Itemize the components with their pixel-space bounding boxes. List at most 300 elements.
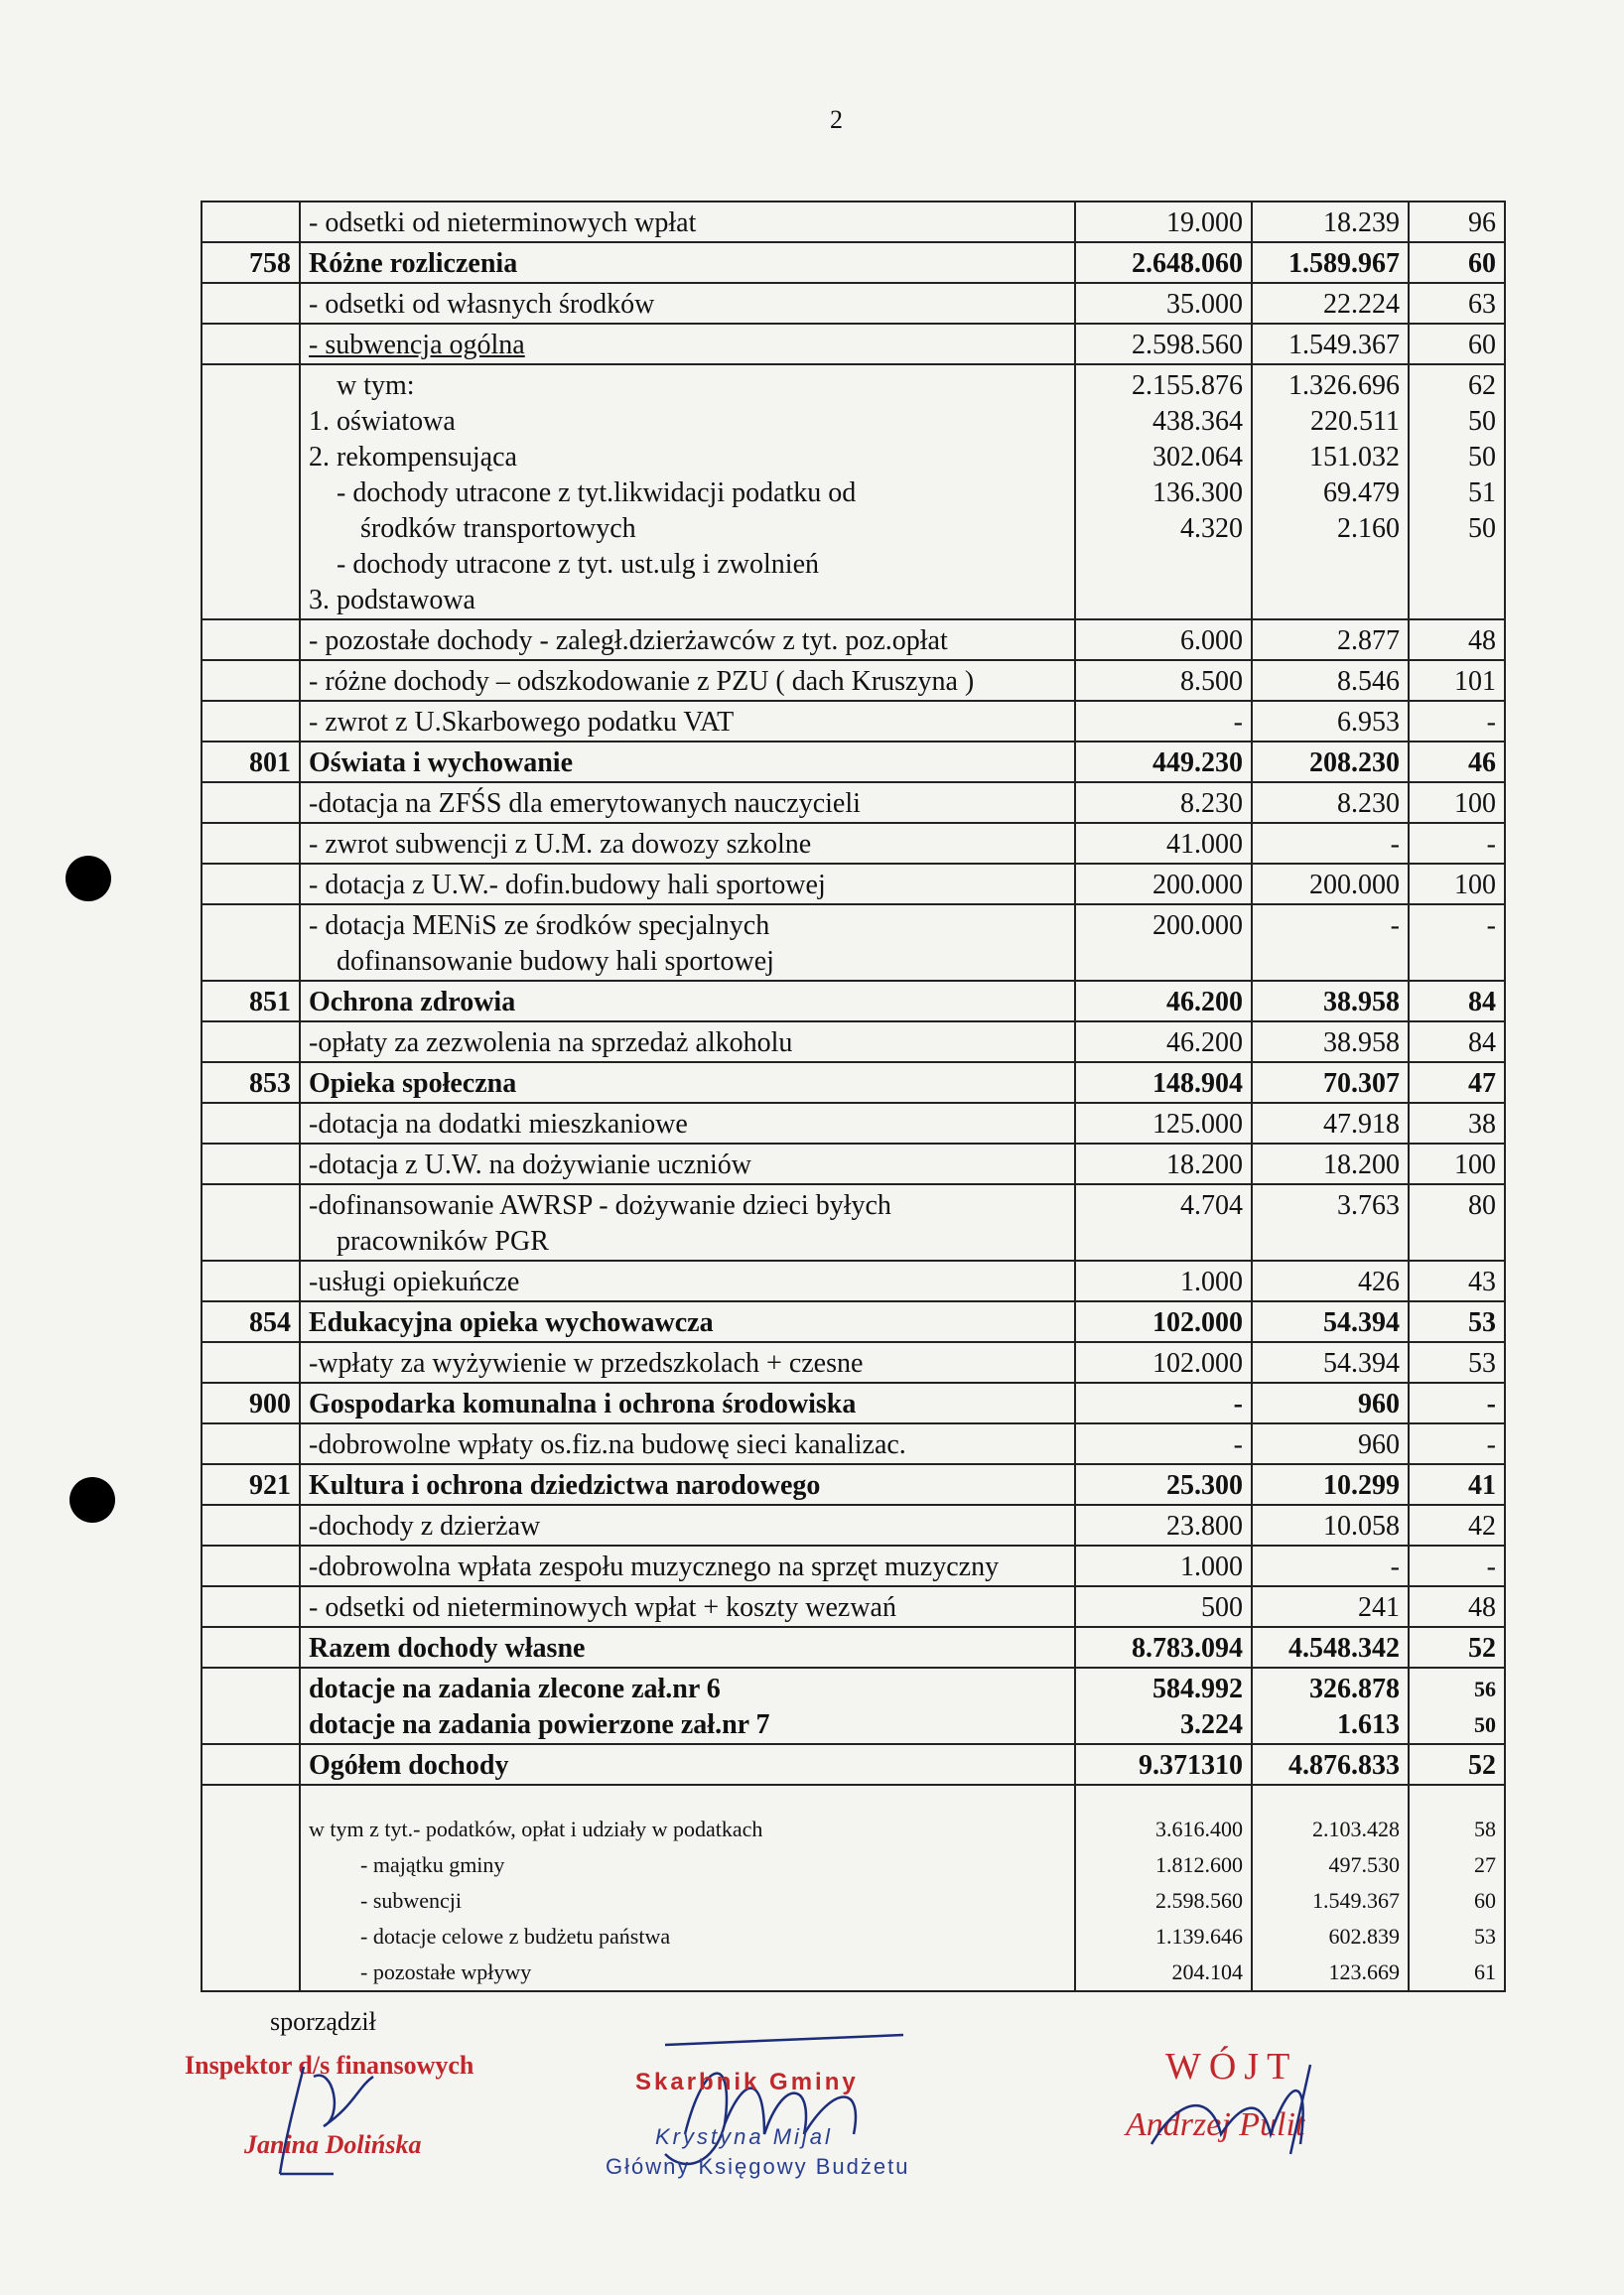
- execution-value: 38.958: [1323, 987, 1400, 1017]
- percent-value-cell: [1409, 1505, 1505, 1546]
- table-row: [202, 1261, 1505, 1301]
- description: -dotacja na ZFŚS dla emerytowanych nauczycieli: [309, 788, 861, 819]
- description: Kultura i ochrona dziedzictwa narodowego: [309, 1470, 821, 1501]
- plan-value-cell: [1075, 1144, 1252, 1184]
- plan-value: 302.064: [1152, 442, 1243, 472]
- description-cell: [300, 1342, 1075, 1383]
- section-code-cell: [202, 1383, 300, 1423]
- stamp-treasurer-title: Skarbnik Gminy: [635, 2069, 859, 2095]
- description: -dochody z dzierżaw: [309, 1511, 541, 1542]
- plan-value: 8.783.094: [1132, 1633, 1243, 1664]
- description: -dotacja na dodatki mieszkaniowe: [309, 1109, 688, 1140]
- description-line: dotacje na zadania powierzone zał.nr 7: [309, 1709, 770, 1740]
- execution-value: 326.878: [1309, 1674, 1400, 1704]
- percent-value: 100: [1454, 788, 1496, 819]
- percent-value: 51: [1468, 477, 1496, 508]
- description: -dobrowolna wpłata zespołu muzycznego na sprzęt muzyczny: [309, 1552, 1000, 1582]
- execution-value-cell: [1252, 242, 1409, 283]
- plan-value-cell: [1075, 981, 1252, 1021]
- plan-value: 6.000: [1180, 625, 1243, 656]
- plan-value: 9.371310: [1139, 1750, 1243, 1781]
- execution-value: 1.549.367: [1288, 330, 1400, 360]
- section-code-cell: [202, 1627, 300, 1668]
- description-line: w tym:: [337, 370, 415, 401]
- table-row: [202, 660, 1505, 701]
- total-row-own: [202, 1627, 1505, 1668]
- section-code-cell: [202, 619, 300, 660]
- plan-value: 4.320: [1180, 513, 1243, 544]
- plan-value: 148.904: [1152, 1068, 1243, 1099]
- description-cell: [300, 864, 1075, 904]
- plan-value-cell: [1075, 1062, 1252, 1103]
- percent-value-cell: [1409, 1103, 1505, 1144]
- execution-value: 151.032: [1309, 442, 1400, 472]
- percent-value-cell: [1409, 619, 1505, 660]
- execution-value: 960: [1358, 1429, 1400, 1460]
- section-row: [202, 981, 1505, 1021]
- signature-left: [185, 2007, 522, 2176]
- description-line: - dochody utracone z tyt. ust.ulg i zwolnień: [337, 549, 819, 580]
- description-cell: [300, 1301, 1075, 1342]
- section-code: 801: [249, 747, 291, 778]
- percent-value: 43: [1468, 1267, 1496, 1297]
- description: -usługi opiekuńcze: [309, 1267, 520, 1297]
- plan-value: 4.704: [1180, 1190, 1243, 1221]
- section-code-cell: [202, 1464, 300, 1505]
- execution-value: 10.299: [1323, 1470, 1400, 1501]
- section-row: [202, 242, 1505, 283]
- description-line: pracowników PGR: [337, 1226, 549, 1257]
- section-row: [202, 1464, 1505, 1505]
- percent-value-cell: [1409, 1261, 1505, 1301]
- stamp-treasurer-role: Główny Księgowy Budżetu: [606, 2154, 910, 2179]
- plan-value: 25.300: [1166, 1470, 1243, 1501]
- percent-value: -: [1486, 1552, 1496, 1582]
- section-row: [202, 1383, 1505, 1423]
- execution-value-cell: [1252, 782, 1409, 823]
- description: -wpłaty za wyżywienie w przedszkolach + czesne: [309, 1348, 864, 1379]
- percent-value-cell: [1409, 364, 1505, 619]
- percent-value-cell: [1409, 1785, 1505, 1991]
- section-row: [202, 1062, 1505, 1103]
- percent-value: 96: [1468, 207, 1496, 238]
- description: Ochrona zdrowia: [309, 987, 516, 1017]
- plan-value: 1.000: [1180, 1552, 1243, 1582]
- percent-value-cell: [1409, 782, 1505, 823]
- total-row-grand: [202, 1744, 1505, 1785]
- table-row: [202, 1342, 1505, 1383]
- description-cell: [300, 701, 1075, 742]
- execution-value: 497.530: [1328, 1852, 1400, 1877]
- description: Różne rozliczenia: [309, 248, 518, 279]
- execution-value: 220.511: [1310, 406, 1400, 437]
- execution-value: 2.103.428: [1312, 1817, 1400, 1841]
- description-cell: [300, 981, 1075, 1021]
- plan-value-cell: [1075, 1342, 1252, 1383]
- percent-value: -: [1486, 707, 1496, 738]
- section-code: 900: [249, 1389, 291, 1419]
- percent-value: 46: [1468, 747, 1496, 778]
- plan-value-cell: [1075, 1103, 1252, 1144]
- plan-value-cell: [1075, 1785, 1252, 1991]
- table-row: [202, 364, 1505, 619]
- section-code-cell: [202, 864, 300, 904]
- execution-value-cell: [1252, 1744, 1409, 1785]
- percent-value: 50: [1474, 1712, 1496, 1737]
- execution-value: 2.877: [1337, 625, 1400, 656]
- plan-value: 2.648.060: [1132, 248, 1243, 279]
- plan-value: -: [1233, 1429, 1243, 1460]
- section-code-cell: [202, 202, 300, 242]
- plan-value: 46.200: [1166, 1027, 1243, 1058]
- description-cell: [300, 660, 1075, 701]
- percent-value-cell: [1409, 283, 1505, 324]
- execution-value-cell: [1252, 619, 1409, 660]
- plan-value: 41.000: [1166, 829, 1243, 860]
- execution-value-cell: [1252, 701, 1409, 742]
- table-row: [202, 864, 1505, 904]
- description-cell: [300, 1144, 1075, 1184]
- signature-middle: [606, 2015, 933, 2194]
- percent-value-cell: [1409, 1021, 1505, 1062]
- description: - dotacja z U.W.- dofin.budowy hali sportowej: [309, 870, 826, 900]
- execution-value-cell: [1252, 1383, 1409, 1423]
- description: Edukacyjna opieka wychowawcza: [309, 1307, 714, 1338]
- section-code-cell: [202, 1261, 300, 1301]
- percent-value: 50: [1468, 406, 1496, 437]
- execution-value-cell: [1252, 324, 1409, 364]
- description-cell: [300, 242, 1075, 283]
- description-line: dotacje na zadania zlecone zał.nr 6: [309, 1674, 721, 1704]
- percent-value: 84: [1468, 987, 1496, 1017]
- execution-value: 123.669: [1328, 1959, 1400, 1984]
- stamp-mayor-title: WÓJT: [1165, 2046, 1298, 2088]
- execution-value: 3.763: [1337, 1190, 1400, 1221]
- section-code-cell: [202, 1423, 300, 1464]
- section-code: 758: [249, 248, 291, 279]
- section-code-cell: [202, 660, 300, 701]
- plan-value: 449.230: [1152, 747, 1243, 778]
- execution-value: 6.953: [1337, 707, 1400, 738]
- table-row: [202, 202, 1505, 242]
- table-row: [202, 904, 1505, 981]
- percent-value-cell: [1409, 324, 1505, 364]
- description-cell: [300, 1505, 1075, 1546]
- execution-value-cell: [1252, 1062, 1409, 1103]
- section-code-cell: [202, 1505, 300, 1546]
- execution-value-cell: [1252, 1261, 1409, 1301]
- percent-value: 52: [1468, 1633, 1496, 1664]
- plan-value: 2.155.876: [1132, 370, 1243, 401]
- execution-value: 1.589.967: [1288, 248, 1400, 279]
- section-code-cell: [202, 742, 300, 782]
- section-code-cell: [202, 782, 300, 823]
- description: - różne dochody – odszkodowanie z PZU ( dach Kruszyna ): [309, 666, 975, 697]
- description: -dotacja z U.W. na dożywianie uczniów: [309, 1149, 752, 1180]
- plan-value-cell: [1075, 904, 1252, 981]
- section-code-cell: [202, 823, 300, 864]
- percent-value: -: [1486, 829, 1496, 860]
- handwritten-signature-left: [185, 2007, 522, 2176]
- percent-value-cell: [1409, 1383, 1505, 1423]
- section-code-cell: [202, 1546, 300, 1586]
- percent-value: 50: [1468, 513, 1496, 544]
- execution-value: 241: [1358, 1592, 1400, 1623]
- description-line: - pozostałe wpływy: [360, 1959, 532, 1984]
- execution-value-cell: [1252, 1103, 1409, 1144]
- percent-value-cell: [1409, 202, 1505, 242]
- execution-value: 18.200: [1323, 1149, 1400, 1180]
- plan-value: 1.000: [1180, 1267, 1243, 1297]
- execution-value: 38.958: [1323, 1027, 1400, 1058]
- execution-value-cell: [1252, 364, 1409, 619]
- description-cell: [300, 1062, 1075, 1103]
- description-line: - majątku gminy: [360, 1852, 505, 1877]
- execution-value: 18.239: [1323, 207, 1400, 238]
- execution-value-cell: [1252, 742, 1409, 782]
- table-row: [202, 1184, 1505, 1261]
- execution-value: 2.160: [1337, 513, 1400, 544]
- section-code-cell: [202, 701, 300, 742]
- plan-value-cell: [1075, 1505, 1252, 1546]
- description-cell: [300, 1261, 1075, 1301]
- description-cell: [300, 742, 1075, 782]
- execution-value-cell: [1252, 1668, 1409, 1744]
- execution-value: 10.058: [1323, 1511, 1400, 1542]
- description-line: dofinansowanie budowy hali sportowej: [337, 946, 774, 977]
- plan-value: -: [1233, 1389, 1243, 1419]
- description-cell: [300, 1103, 1075, 1144]
- percent-value: 56: [1474, 1677, 1496, 1701]
- section-code-cell: [202, 981, 300, 1021]
- punch-hole-top: [66, 856, 111, 901]
- description-cell: [300, 904, 1075, 981]
- percent-value: 84: [1468, 1027, 1496, 1058]
- section-row: [202, 742, 1505, 782]
- stamp-treasurer-name: Krystyna Mijal: [655, 2124, 833, 2149]
- plan-value-cell: [1075, 823, 1252, 864]
- percent-value-cell: [1409, 242, 1505, 283]
- handwritten-signature-right: [1122, 2035, 1420, 2184]
- section-code-cell: [202, 364, 300, 619]
- description-cell: [300, 1423, 1075, 1464]
- stamp-inspector-name: Janina Dolińska: [244, 2130, 422, 2159]
- percent-value: -: [1486, 1389, 1496, 1419]
- execution-value: 1.549.367: [1312, 1888, 1400, 1913]
- description-cell: [300, 1546, 1075, 1586]
- total-row-breakdown: [202, 1785, 1505, 1991]
- percent-value-cell: [1409, 823, 1505, 864]
- plan-value: 500: [1201, 1592, 1243, 1623]
- description-cell: [300, 1744, 1075, 1785]
- budget-body: [202, 202, 1505, 1991]
- plan-value: 3.224: [1180, 1709, 1243, 1740]
- section-code: 854: [249, 1307, 291, 1338]
- plan-value-cell: [1075, 324, 1252, 364]
- description-cell: [300, 1785, 1075, 1991]
- plan-value-cell: [1075, 202, 1252, 242]
- percent-value: 60: [1468, 248, 1496, 279]
- execution-value: 4.548.342: [1288, 1633, 1400, 1664]
- plan-value-cell: [1075, 242, 1252, 283]
- execution-value-cell: [1252, 1546, 1409, 1586]
- description-cell: [300, 364, 1075, 619]
- execution-value-cell: [1252, 1144, 1409, 1184]
- description: Ogółem dochody: [309, 1750, 509, 1781]
- description: Opieka społeczna: [309, 1068, 517, 1099]
- description: Gospodarka komunalna i ochrona środowiska: [309, 1389, 857, 1419]
- section-code-cell: [202, 1103, 300, 1144]
- section-code-cell: [202, 1184, 300, 1261]
- percent-value: 53: [1468, 1307, 1496, 1338]
- plan-value: 8.230: [1180, 788, 1243, 819]
- table-row: [202, 1423, 1505, 1464]
- percent-value-cell: [1409, 1184, 1505, 1261]
- plan-value-cell: [1075, 1744, 1252, 1785]
- plan-value-cell: [1075, 619, 1252, 660]
- section-code-cell: [202, 1785, 300, 1991]
- plan-value-cell: [1075, 1586, 1252, 1627]
- percent-value-cell: [1409, 1586, 1505, 1627]
- plan-value: 1.139.646: [1155, 1924, 1243, 1949]
- execution-value: 8.230: [1337, 788, 1400, 819]
- plan-value-cell: [1075, 660, 1252, 701]
- section-code-cell: [202, 1342, 300, 1383]
- description-line: - dotacje celowe z budżetu państwa: [360, 1924, 671, 1949]
- execution-value-cell: [1252, 1342, 1409, 1383]
- plan-value-cell: [1075, 1261, 1252, 1301]
- execution-value: -: [1390, 910, 1400, 941]
- description: Oświata i wychowanie: [309, 747, 573, 778]
- percent-value: 53: [1468, 1348, 1496, 1379]
- description-line: środków transportowych: [360, 513, 636, 544]
- execution-value: 8.546: [1337, 666, 1400, 697]
- percent-value-cell: [1409, 1301, 1505, 1342]
- section-code-cell: [202, 1301, 300, 1342]
- percent-value-cell: [1409, 1627, 1505, 1668]
- execution-value-cell: [1252, 202, 1409, 242]
- plan-value: 438.364: [1152, 406, 1243, 437]
- section-row: [202, 1301, 1505, 1342]
- plan-value-cell: [1075, 1627, 1252, 1668]
- description-cell: [300, 1021, 1075, 1062]
- plan-value: 102.000: [1152, 1307, 1243, 1338]
- percent-value: 41: [1468, 1470, 1496, 1501]
- percent-value-cell: [1409, 742, 1505, 782]
- percent-value-cell: [1409, 1062, 1505, 1103]
- execution-value-cell: [1252, 1423, 1409, 1464]
- section-code: 921: [249, 1470, 291, 1501]
- description: - pozostałe dochody - zaległ.dzierżawców z tyt. poz.opłat: [309, 625, 948, 656]
- execution-value: 1.326.696: [1288, 370, 1400, 401]
- budget-table: [201, 201, 1506, 1992]
- percent-value: 27: [1474, 1852, 1496, 1877]
- plan-value: 35.000: [1166, 289, 1243, 320]
- plan-value: 584.992: [1152, 1674, 1243, 1704]
- plan-value: 2.598.560: [1155, 1888, 1243, 1913]
- section-code-cell: [202, 1744, 300, 1785]
- description: - zwrot z U.Skarbowego podatku VAT: [309, 707, 735, 738]
- table-row: [202, 619, 1505, 660]
- percent-value: 53: [1474, 1924, 1496, 1949]
- execution-value: 54.394: [1323, 1307, 1400, 1338]
- percent-value: -: [1486, 1429, 1496, 1460]
- percent-value-cell: [1409, 701, 1505, 742]
- plan-value: 19.000: [1166, 207, 1243, 238]
- description-line: 2. rekompensująca: [309, 442, 517, 472]
- plan-value: 200.000: [1152, 870, 1243, 900]
- description: - subwencja ogólna: [309, 330, 525, 360]
- execution-value-cell: [1252, 823, 1409, 864]
- description: - zwrot subwencji z U.M. za dowozy szkolne: [309, 829, 812, 860]
- stamp-mayor-name: Andrzej Pulit: [1126, 2106, 1305, 2143]
- execution-value-cell: [1252, 1785, 1409, 1991]
- percent-value: 61: [1474, 1959, 1496, 1984]
- execution-value: 47.918: [1323, 1109, 1400, 1140]
- percent-value: 63: [1468, 289, 1496, 320]
- percent-value: 47: [1468, 1068, 1496, 1099]
- section-code-cell: [202, 1668, 300, 1744]
- plan-value-cell: [1075, 742, 1252, 782]
- execution-value: -: [1390, 1552, 1400, 1582]
- percent-value: 100: [1454, 870, 1496, 900]
- plan-value-cell: [1075, 701, 1252, 742]
- description-cell: [300, 619, 1075, 660]
- plan-value-cell: [1075, 864, 1252, 904]
- section-code-cell: [202, 242, 300, 283]
- percent-value: 58: [1474, 1817, 1496, 1841]
- percent-value-cell: [1409, 1744, 1505, 1785]
- plan-value-cell: [1075, 1423, 1252, 1464]
- execution-value: 1.613: [1337, 1709, 1400, 1740]
- table-row: [202, 701, 1505, 742]
- table-row: [202, 1505, 1505, 1546]
- section-code-cell: [202, 1021, 300, 1062]
- percent-value-cell: [1409, 981, 1505, 1021]
- section-code: 851: [249, 987, 291, 1017]
- execution-value: 200.000: [1309, 870, 1400, 900]
- section-code-cell: [202, 904, 300, 981]
- execution-value-cell: [1252, 1586, 1409, 1627]
- plan-value: 204.104: [1171, 1959, 1243, 1984]
- plan-value: 2.598.560: [1132, 330, 1243, 360]
- plan-value-cell: [1075, 782, 1252, 823]
- table-row: [202, 1586, 1505, 1627]
- plan-value: 3.616.400: [1155, 1817, 1243, 1841]
- description-cell: [300, 1627, 1075, 1668]
- description-cell: [300, 823, 1075, 864]
- execution-value-cell: [1252, 981, 1409, 1021]
- description-line: 3. podstawowa: [309, 585, 475, 615]
- description-cell: [300, 1586, 1075, 1627]
- table-row: [202, 1103, 1505, 1144]
- description-line: w tym z tyt.- podatków, opłat i udziały w podatkach: [309, 1817, 763, 1841]
- section-code-cell: [202, 1062, 300, 1103]
- table-row: [202, 1546, 1505, 1586]
- plan-value: 46.200: [1166, 987, 1243, 1017]
- execution-value: 602.839: [1328, 1924, 1400, 1949]
- description-cell: [300, 1668, 1075, 1744]
- description-line: - dochody utracone z tyt.likwidacji podatku od: [337, 477, 857, 508]
- percent-value: 48: [1468, 1592, 1496, 1623]
- percent-value-cell: [1409, 1342, 1505, 1383]
- percent-value: 100: [1454, 1149, 1496, 1180]
- execution-value: 4.876.833: [1288, 1750, 1400, 1781]
- signature-right: [1122, 2035, 1420, 2184]
- punch-hole-bottom: [69, 1477, 115, 1523]
- description: - odsetki od własnych środków: [309, 289, 655, 320]
- percent-value-cell: [1409, 1668, 1505, 1744]
